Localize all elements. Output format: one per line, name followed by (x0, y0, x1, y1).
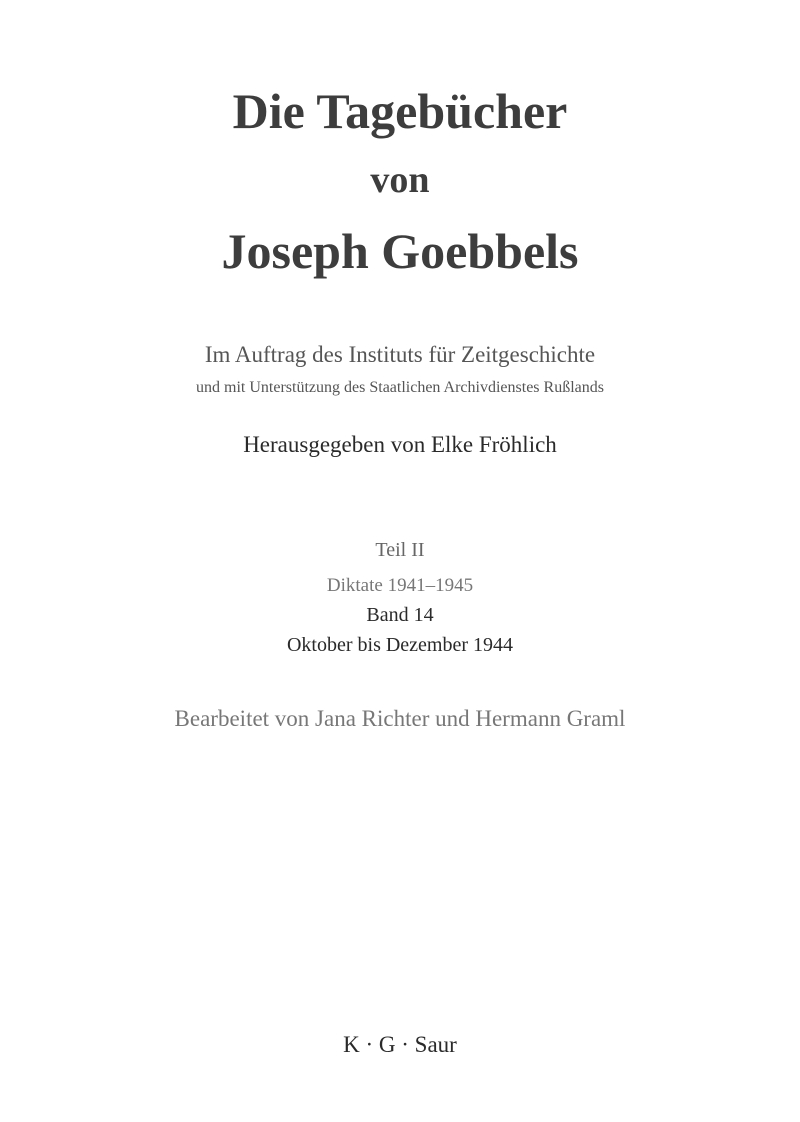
book-title-line-3: Joseph Goebbels (221, 223, 579, 279)
volume-band: Band 14 (366, 604, 434, 626)
book-title-line-2: von (370, 159, 430, 201)
volume-part: Teil II (375, 539, 425, 561)
commission-line-2: und mit Unterstützung des Staatlichen Archivdienstes Rußlands (196, 379, 604, 396)
edited-by-credit: Bearbeitet von Jana Richter und Hermann Graml (174, 706, 626, 731)
book-title-line-1: Die Tagebücher (232, 83, 568, 139)
commission-line-1: Im Auftrag des Instituts für Zeitgeschichte (204, 342, 596, 367)
publisher-name: K · G · Saur (343, 1032, 457, 1057)
editor-credit: Herausgegeben von Elke Fröhlich (243, 432, 557, 457)
volume-period: Oktober bis Dezember 1944 (286, 634, 514, 656)
volume-series: Diktate 1941–1945 (326, 575, 474, 596)
